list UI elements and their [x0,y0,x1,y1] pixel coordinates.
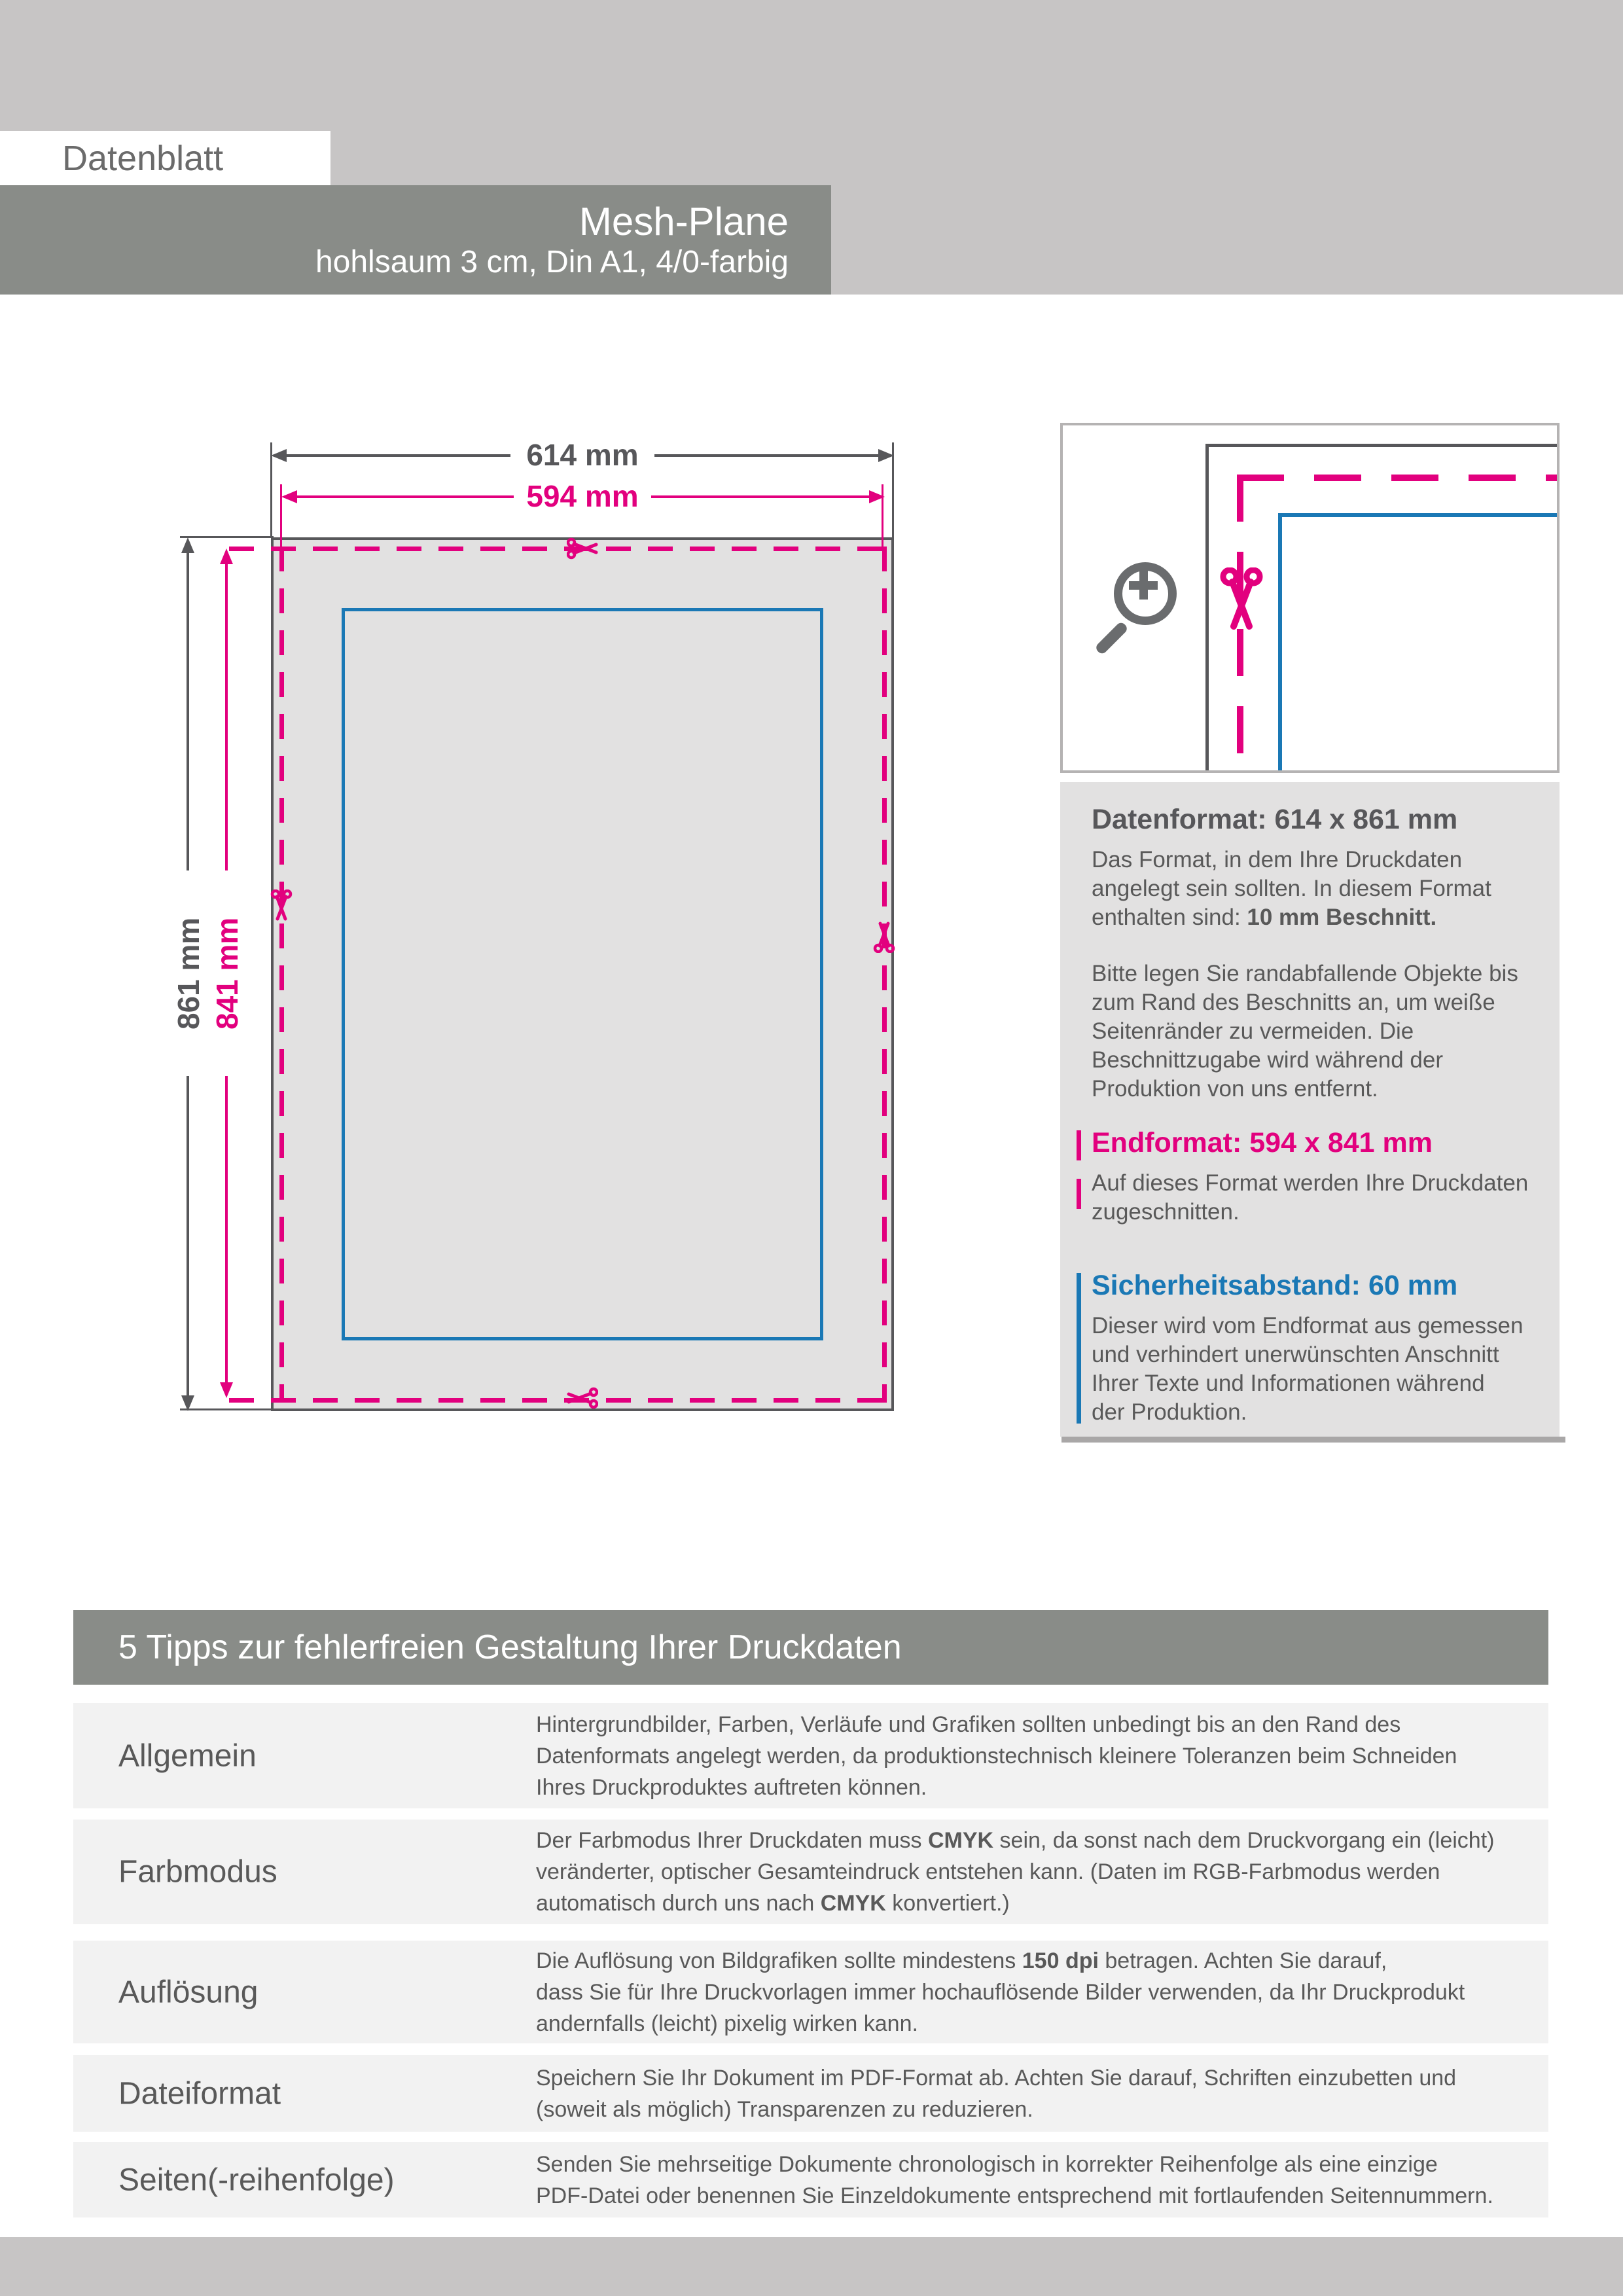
dim-594-line [284,495,514,498]
tip-text: Die Auflösung von Bildgrafiken sollte mindestens 150 dpi betragen. Achten Sie darauf, dass Sie für Ihre Druckvorlagen immer hochauflösende Bilder verwenden, da Ihr Druckprodukt andernfalls (leicht) pixelig wirken kann. [536,1948,1465,2036]
product-banner [0,185,831,295]
arrowhead-down [220,1382,233,1398]
cut-line-right [882,547,887,1403]
dataformat-text: Das Format, in dem Ihre Druckdaten angelegt sein sollten. In diesem Format enthalten sind: 10 mm Beschnitt. [1092,847,1491,930]
doc-title: Datenblatt [62,138,224,178]
scissors-icon [567,1385,598,1411]
dim-861-label: 861 mm [171,917,205,1030]
arrowhead-up [181,537,194,553]
corner-detail-box [1060,423,1560,773]
tip-row-aufloesung [73,1941,1548,2043]
tip-label: Allgemein [118,1738,257,1773]
dim-841-label: 841 mm [210,917,244,1030]
detail-safety-line-left [1278,513,1282,773]
tip-text: Der Farbmodus Ihrer Druckdaten muss CMYK sein, da sonst nach dem Druckvorgang ein (leicht) veränderter, optischer Gesamteindruck entstehen kann. (Daten im RGB-Farbmodus werden automatisch durch uns nach CMYK konvertiert.) [536,1828,1495,1916]
dim-861-line [187,1076,189,1400]
tip-text: Hintergrundbilder, Farben, Verläufe und Grafiken sollten unbedingt bis an den Rand des Datenformats angelegt werden, da produktionstechnisch kleinere Toleranzen beim Schneiden Ihres Druckproduktes auftreten können. [536,1712,1457,1800]
arrowhead-right [869,490,885,503]
doc-title-box [0,131,330,185]
safety-text: Dieser wird vom Endformat aus gemessen und verhindert unerwünschten Anschnitt Ihrer Texte und Informationen während der Produktion. [1092,1313,1524,1425]
dim-594-label: 594 mm [526,479,639,513]
tip-row-farbmodus [73,1820,1548,1924]
safety-area-rect [342,608,823,1340]
format-info-panel [1060,782,1560,1437]
dim-614-line [274,454,510,457]
panel-bottom-shadow [1061,1437,1565,1443]
scissors-icon [567,535,598,562]
tip-label: Dateiformat [118,2076,281,2111]
cut-line-left [279,547,284,1403]
tip-label: Farbmodus [118,1854,277,1890]
cut-line-top [229,547,885,551]
dim-614-label: 614 mm [526,438,639,472]
tip-text: Speichern Sie Ihr Dokument im PDF-Format ab. Achten Sie darauf, Schriften einzubetten und (soweit als möglich) Transparenzen zu reduzieren. [536,2065,1457,2122]
tip-text: Senden Sie mehrseitige Dokumente chronologisch in korrekter Reihenfolge als eine einzige PDF-Datei oder benennen Sie Einzeldokumente entsprechend mit fortlaufenden Seitennummern. [536,2151,1493,2208]
tips-title: 5 Tipps zur fehlerfreien Gestaltung Ihrer Druckdaten [118,1628,902,1666]
scissors-icon [268,889,294,921]
magnifier-handle [1094,620,1129,655]
footer-gray-band [0,2237,1623,2296]
endformat-title: Endformat: 594 x 841 mm [1092,1127,1433,1158]
tip-label: Seiten(-reihenfolge) [118,2162,395,2197]
tips-header-bar [73,1610,1548,1685]
detail-safety-line-top [1278,513,1560,517]
product-variant: hohlsaum 3 cm, Din A1, 4/0-farbig [315,244,789,279]
detail-page-edge-top [1205,444,1560,447]
tip-row-allgemein [73,1703,1548,1808]
cut-line-bottom [229,1398,885,1403]
tip-row-seitenreihenfolge [73,2142,1548,2217]
product-name: Mesh-Plane [579,199,789,243]
arrowhead-right [878,449,894,462]
arrowhead-down [181,1395,194,1411]
arrowhead-up [220,548,233,564]
dim-594-line [651,495,881,498]
detail-page-edge-left [1205,444,1209,773]
tip-row-dateiformat [73,2055,1548,2132]
scissors-icon [1215,567,1268,630]
endformat-text: Auf dieses Format werden Ihre Druckdaten zugeschnitten. [1092,1170,1529,1225]
magnifier-plus [1139,571,1148,600]
bleed-text: Bitte legen Sie randabfallende Objekte bis zum Rand des Beschnitts an, um weiße Seitenränder zu vermeiden. Die Beschnittzugabe wird während der Produktion von uns entfernt. [1092,961,1518,1102]
detail-cut-line-top [1237,475,1560,481]
arrowhead-left [271,449,287,462]
dim-614-line [654,454,891,457]
safety-title: Sicherheitsabstand: 60 mm [1092,1270,1458,1301]
scissors-icon [871,922,897,953]
safety-marker-line [1077,1273,1081,1424]
dataformat-title: Datenformat: 614 x 861 mm [1092,804,1458,835]
dim-861-line [187,548,189,870]
tip-label: Auflösung [118,1975,259,2009]
dim-841-line [225,1076,228,1386]
endformat-marker-line [1077,1130,1081,1215]
arrowhead-left [281,490,297,503]
dim-841-line [225,560,228,870]
